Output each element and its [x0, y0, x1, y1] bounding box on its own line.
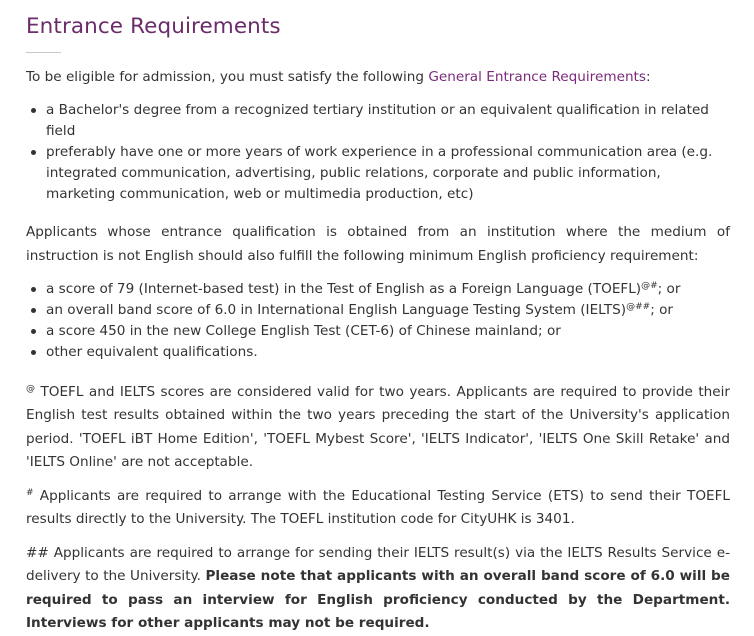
list-item [46, 300, 730, 321]
note-score-validity [26, 381, 730, 475]
title-divider [26, 52, 61, 53]
general-entrance-requirements-link[interactable]: General Entrance Requirements [428, 69, 646, 85]
interview-notice: Please note that applicants with an overall band score of 6.0 will be required to pass an interview for English proficiency conducted by the Department. Interviews for other applicants may not be required. [26, 568, 730, 631]
english-requirements-list [26, 279, 730, 363]
footnote-marker: # [26, 487, 34, 498]
list-item-suffix: ; or [657, 280, 681, 297]
list-item-text: a score of 79 (Internet-based test) in the Test of English as a Foreign Language (TOEFL) [46, 280, 642, 297]
footnote-marker: @ [26, 383, 35, 394]
list-item-text: an overall band score of 6.0 in International English Language Testing System (IELTS) [46, 301, 627, 318]
footnote-marker: @## [626, 301, 651, 312]
list-item-text: a score 450 in the new College English Test (CET-6) of Chinese mainland; or [46, 322, 561, 339]
general-requirements-list [26, 100, 730, 205]
note-text: TOEFL and IELTS scores are considered valid for two years. Applicants are required to provide their English test results obtained within the two years preceding the start of the University's application period. 'TOEFL iBT Home Edition', 'TOEFL Mybest Score', 'IELTS Indicator', 'IELTS One Skill Retake' and 'IELTS Online' are not acceptable. [26, 383, 730, 470]
note-text: Applicants are required to arrange with the Educational Testing Service (ETS) to send their TOEFL results directly to the University. The TOEFL institution code for CityUHK is 3401. [26, 487, 730, 527]
note-ielts [26, 542, 730, 636]
list-item [46, 321, 730, 342]
list-item-suffix: ; or [650, 301, 673, 318]
intro-text: To be eligible for admission, you must satisfy the following [26, 69, 429, 85]
english-requirement-intro: Applicants whose entrance qualification is obtained from an institution where the medium of instruction is not English should also fulfill the following minimum English proficiency requirement: [26, 223, 730, 264]
list-item: a Bachelor's degree from a recognized tertiary institution or an equivalent qualification in related field [46, 100, 730, 142]
intro-paragraph [26, 67, 730, 89]
list-item [46, 279, 730, 300]
list-item [46, 342, 730, 363]
list-item-text: other equivalent qualifications. [46, 343, 258, 360]
note-text: ## Applicants are required to arrange for sending their IELTS result(s) via the IELTS Results Service e-delivery to the University. [26, 544, 730, 584]
list-item: preferably have one or more years of work experience in a professional communication area (e.g. integrated communication, advertising, public relations, corporate and public information, marketing communication, web or multimedia production, etc) [46, 142, 730, 205]
footnote-marker: @# [641, 280, 658, 291]
intro-colon: : [645, 69, 651, 85]
page-title: Entrance Requirements [26, 14, 281, 39]
note-toefl [26, 485, 730, 532]
